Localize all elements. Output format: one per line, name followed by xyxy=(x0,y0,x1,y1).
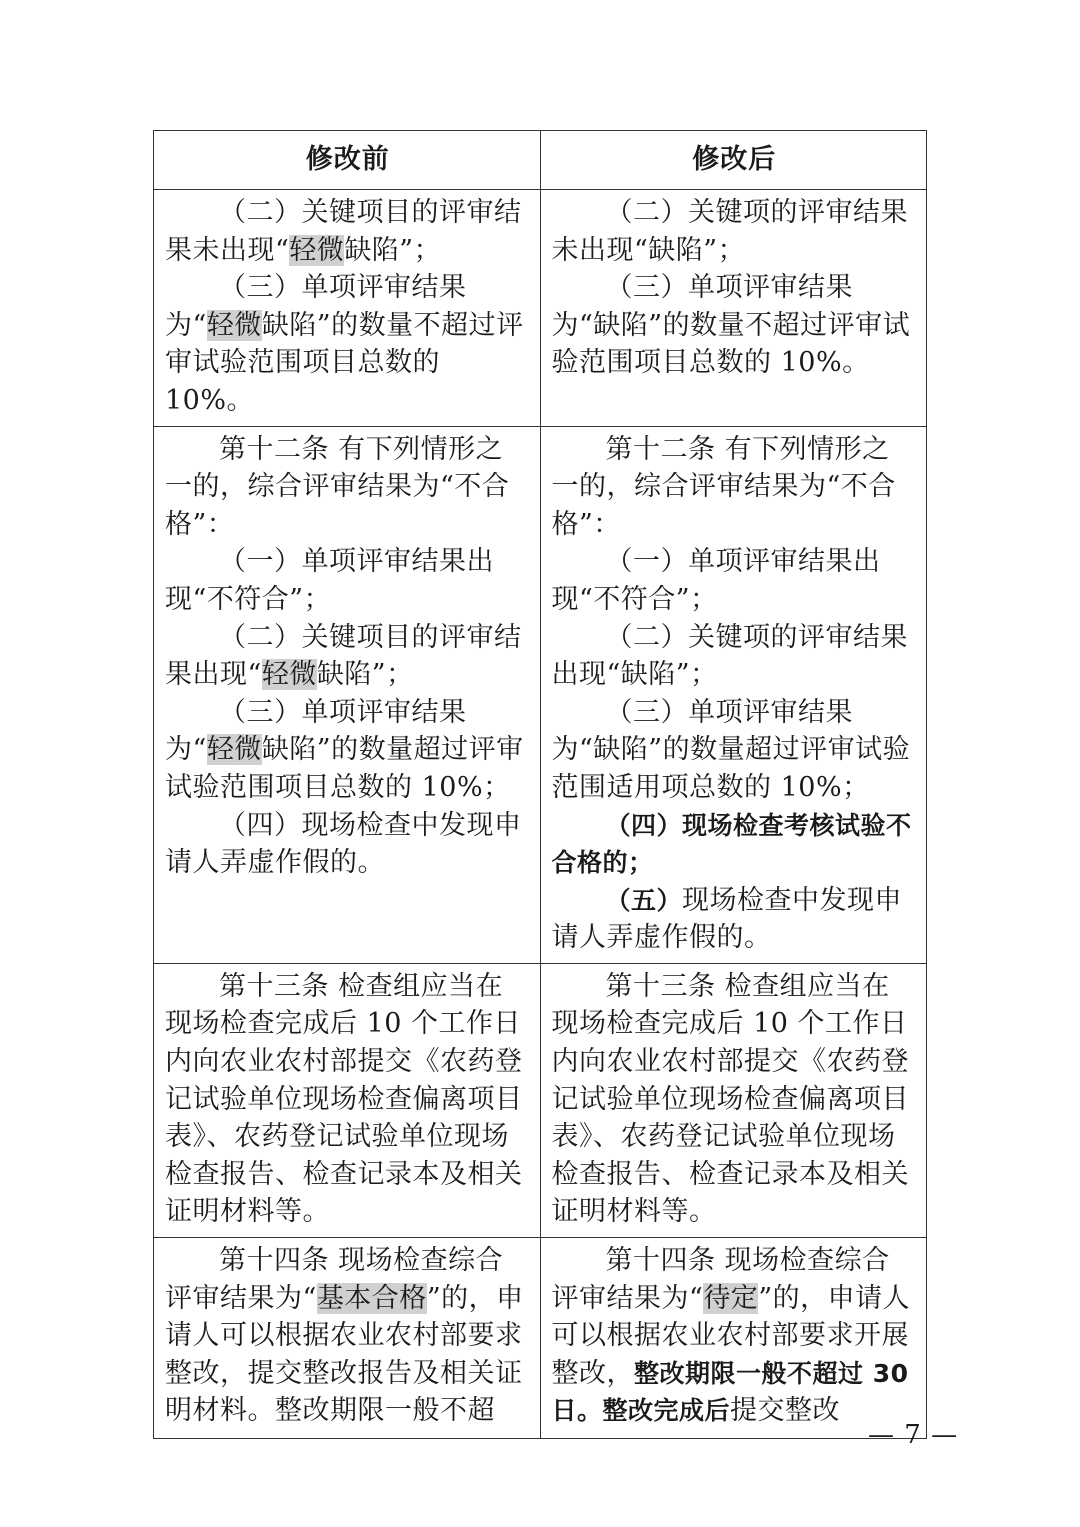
paragraph xyxy=(552,1242,918,1430)
cell-after xyxy=(540,1238,927,1439)
text-segment: 第十二条 有下列情形之一的，综合评审结果为“不合格”： xyxy=(165,433,510,540)
text-segment: 缺陷”； xyxy=(316,659,414,691)
table-row xyxy=(154,190,927,427)
text-segment: ”的，申请人可以根据农业农村部要求整改，提交整改报告及相关证明材料。整改期限一般不超 xyxy=(165,1282,524,1427)
paragraph xyxy=(165,694,531,807)
table-row xyxy=(154,1238,927,1439)
header-row xyxy=(154,131,927,190)
text-segment: （三）单项评审结果为“缺陷”的数量超过评审试验范围适用项总数的 10%； xyxy=(551,696,911,803)
text-segment: （三）单项评审结果为“缺陷”的数量不超过评审试验范围项目总数的 10%。 xyxy=(551,272,911,379)
paragraph xyxy=(165,431,531,544)
text-segment: 第十二条 有下列情形之一的，综合评审结果为“不合格”： xyxy=(551,433,896,540)
text-segment: ”的，申请人可以根据农业农村部要求开展整改， xyxy=(551,1282,911,1389)
table-row xyxy=(154,963,927,1237)
text-segment: 缺陷”的数量超过评审试验范围项目总数的 10%； xyxy=(165,734,524,803)
text-segment: 第十四条 现场检查综合评审结果为“ xyxy=(551,1245,890,1314)
bold-text: （五） xyxy=(605,885,683,915)
text-segment: 现场检查中发现申请人弄虚作假的。 xyxy=(551,884,903,954)
text-segment: 缺陷”的数量不超过评审试验范围项目总数的 10%。 xyxy=(165,309,524,416)
cell-after xyxy=(540,963,927,1237)
text-segment: （二）关键项的评审结果未出现“缺陷”； xyxy=(551,197,908,266)
header-before: 修改前 xyxy=(154,131,541,190)
bold-text: 整改期限一般不超过 30 日。整改完成后 xyxy=(551,1358,909,1426)
highlighted-text: 轻微 xyxy=(206,734,262,766)
text-segment: 第十四条 现场检查综合评审结果为“ xyxy=(165,1245,504,1314)
text-segment: （四）现场检查中发现申请人弄虚作假的。 xyxy=(165,809,522,879)
text-segment: 提交整改 xyxy=(730,1395,841,1427)
highlighted-text: 基本合格 xyxy=(316,1282,427,1314)
paragraph xyxy=(552,194,918,269)
header-after: 修改后 xyxy=(540,131,927,190)
cell-before xyxy=(154,1238,541,1439)
text-segment: 第十三条 检查组应当在现场检查完成后 10 个工作日内向农业农村部提交《农药登记试验单位现场检查偏离项目表》、农药登记试验单位现场检查报告、检查记录本及相关证明材料等。 xyxy=(165,970,523,1228)
paragraph xyxy=(552,882,918,957)
paragraph xyxy=(165,1242,531,1430)
paragraph xyxy=(552,619,918,694)
paragraph xyxy=(552,431,918,544)
text-segment: （三）单项评审结果为“ xyxy=(165,272,467,341)
cell-after xyxy=(540,190,927,427)
paragraph xyxy=(165,543,531,618)
highlighted-text: 待定 xyxy=(703,1282,759,1314)
paragraph xyxy=(165,619,531,694)
paragraph xyxy=(552,269,918,382)
table-row xyxy=(154,426,927,963)
text-segment: （三）单项评审结果为“ xyxy=(165,696,467,766)
text-segment: （二）关键项目的评审结果未出现“ xyxy=(165,197,522,266)
text-segment: （二）关键项目的评审结果出现“ xyxy=(165,621,522,691)
paragraph xyxy=(552,694,918,807)
page-number: — 7 — xyxy=(868,1420,959,1450)
cell-before xyxy=(154,190,541,427)
text-segment: 缺陷”； xyxy=(344,234,442,266)
highlighted-text: 轻微 xyxy=(261,659,317,691)
paragraph xyxy=(552,543,918,618)
text-segment: （一）单项评审结果出现“不符合”； xyxy=(551,546,881,615)
paragraph xyxy=(165,269,531,419)
paragraph xyxy=(552,807,918,882)
highlighted-text: 轻微 xyxy=(206,309,262,341)
cell-before xyxy=(154,963,541,1237)
cell-after xyxy=(540,426,927,963)
cell-before xyxy=(154,426,541,963)
bold-text: （四）现场检查考核试验不合格的； xyxy=(551,810,912,878)
text-segment: 第十三条 检查组应当在现场检查完成后 10 个工作日内向农业农村部提交《农药登记试验单位现场检查偏离项目表》、农药登记试验单位现场检查报告、检查记录本及相关证明材料等。 xyxy=(551,970,909,1228)
paragraph xyxy=(165,194,531,269)
text-segment: （二）关键项的评审结果出现“缺陷”； xyxy=(551,621,908,691)
paragraph xyxy=(165,968,531,1231)
comparison-table xyxy=(153,130,927,1439)
paragraph xyxy=(552,968,918,1231)
text-segment: （一）单项评审结果出现“不符合”； xyxy=(165,546,494,615)
paragraph xyxy=(165,807,531,882)
highlighted-text: 轻微 xyxy=(289,234,345,266)
